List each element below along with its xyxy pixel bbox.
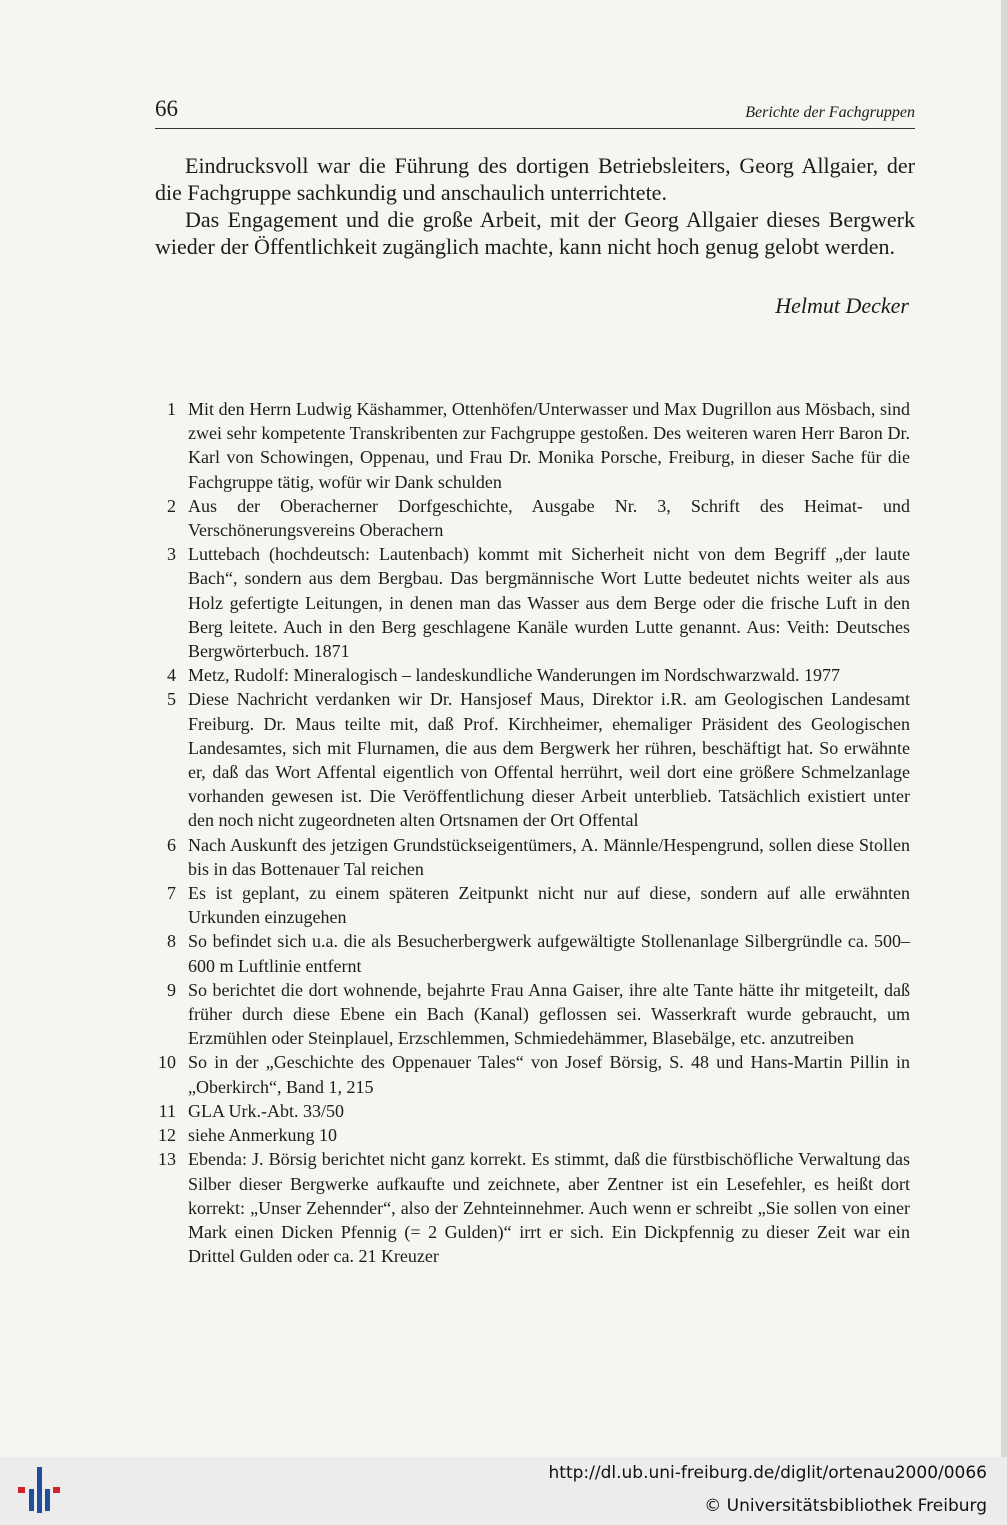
footnote-text: GLA Urk.-Abt. 33/50 <box>188 1100 344 1121</box>
footnote <box>145 542 910 663</box>
footnote-number: 2 <box>167 495 176 516</box>
footnote <box>145 397 910 494</box>
footnote-text: So befindet sich u.a. die als Besucherbergwerk aufgewältigte Stollenanlage Silbergründle ca. 500–600 m Luftlinie entfernt <box>188 931 910 976</box>
footnote-number: 1 <box>167 399 176 419</box>
copyright-notice: © Universitätsbibliothek Freiburg <box>704 1496 987 1516</box>
body-paragraph: Das Engagement und die große Arbeit, mit der Georg Allgaier dieses Bergwerk wieder der Öffentlichkeit zugänglich machte, kann nicht hoch genug gelobt werden. <box>155 207 915 259</box>
footnote-text: Es ist geplant, zu einem späteren Zeitpunkt nicht nur auf diese, sondern auf alle erwähnten Urkunden einzugehen <box>188 883 910 928</box>
footnote-number: 8 <box>167 931 176 952</box>
footnote-text: Metz, Rudolf: Mineralogisch – landeskundliche Wanderungen im Nordschwarzwald. 1977 <box>188 665 841 686</box>
footnote-number: 12 <box>158 1125 176 1146</box>
footnote-number: 7 <box>167 883 176 904</box>
footnote-number: 5 <box>167 689 176 710</box>
footnote-number: 11 <box>158 1100 176 1121</box>
footnote <box>145 1147 910 1268</box>
page-number: 66 <box>155 96 178 121</box>
body-text <box>155 152 915 260</box>
footnote <box>145 929 910 977</box>
footnote-text: Mit den Herrn Ludwig Käshammer, Ottenhöfen/Unterwasser und Max Dugrillon aus Mösbach, sind zwei sehr kompetente Transkribenten zur Fachgruppe gestoßen. Des weiteren waren Herr Baron Dr. Karl von Schowingen, Oppenau, und Frau Dr. Monika Porsche, Freiburg, in dieser Sache für die Fachgruppe tätig, wofür wir Dank schulden <box>188 399 910 492</box>
footnote-text: siehe Anmerkung 10 <box>188 1125 337 1146</box>
permalink-url[interactable]: http://dl.ub.uni-freiburg.de/diglit/ortenau2000/0066 <box>548 1463 987 1483</box>
footnote-text: So berichtet die dort wohnende, bejahrte Frau Anna Gaiser, ihre alte Tante hätte ihr mitgeteilt, daß früher durch diese Ebene ein Bach (Kanal) geflossen sei. Wasserkraft wurde gebraucht, um Erzmühlen oder Steinplauel, Erzschlemmen, Schmiedehämmer, Blasebälge, etc. anzutreiben <box>188 979 910 1049</box>
running-head: Berichte der Fachgruppen <box>745 104 915 121</box>
footnote-text: Ebenda: J. Börsig berichtet nicht ganz korrekt. Es stimmt, daß die fürstbischöfliche Verwaltung das Silber dieser Bergwerke aufkaufte und zeichnete, aber Zentner ist ein Lesefehler, es heißt dort korrekt: „Unser Zehennder“, also der Zehnteinnehmer. Auch wenn er schreibt „Sie sollen von einer Mark einen Dicken Pfennig (= 2 Gulden)“ irrt er sich. Ein Dickpfennig zu dieser Zeit war ein Drittel Gulden oder ca. 21 Kreuzer <box>188 1149 910 1267</box>
footnote-text: Nach Auskunft des jetzigen Grundstückseigentümers, A. Männle/Hespengrund, sollen diese Stollen bis in das Bottenauer Tal reichen <box>188 834 910 879</box>
footnote-number: 6 <box>167 834 176 855</box>
footnote-text: Luttebach (hochdeutsch: Lautenbach) kommt mit Sicherheit nicht von dem Begriff „der laute Bach“, sondern aus dem Bergbau. Das bergmännische Wort Lutte bedeutet nichts weiter als aus Holz gefertigte Leitungen, in denen man das Wasser aus dem Berge oder die frische Luft in den Berg leitete. Auch in den Berg geschlagene Kanäle wurden Lutte genannt. Aus: Veith: Deutsches Bergwörterbuch. 1871 <box>188 544 910 662</box>
ub-freiburg-logo-icon <box>14 1467 64 1513</box>
footnote <box>145 1099 910 1123</box>
footnote-number: 3 <box>167 544 176 565</box>
footnote-number: 4 <box>167 665 176 686</box>
footnote <box>145 687 910 832</box>
footnote-text: Diese Nachricht verdanken wir Dr. Hansjosef Maus, Direktor i.R. am Geologischen Landesamt Freiburg. Dr. Maus teilte mit, daß Prof. Kirchheimer, ehemaliger Präsident des Geologischen Landesamtes, sich mit Flurnamen, die aus dem Bergwerk her rühren, beschäftigt hat. So erwähnte er, daß das Wort Affental eigentlich von Offental herrührt, weil dort eine größere Schmelzanlage vorhanden gewesen ist. Die Veröffentlichung dieser Arbeit unterblieb. Tatsächlich existiert unter den noch nicht zugeordneten alten Ortsnamen der Ort Offental <box>188 689 910 831</box>
footnote <box>145 663 910 687</box>
body-paragraph: Eindrucksvoll war die Führung des dortigen Betriebsleiters, Georg Allgaier, der die Fachgruppe sachkundig und anschaulich unterrichtete. <box>155 153 915 205</box>
author-signature: Helmut Decker <box>775 293 909 318</box>
footnote <box>145 881 910 929</box>
page-header <box>155 96 915 129</box>
footnote <box>145 833 910 881</box>
footnote-number: 9 <box>167 979 176 1000</box>
footnote <box>145 978 910 1051</box>
footnote-text: So in der „Geschichte des Oppenauer Tales“ von Josef Börsig, S. 48 und Hans-Martin Pillin in „Oberkirch“, Band 1, 215 <box>188 1052 910 1097</box>
footnote-number: 13 <box>158 1149 176 1170</box>
footnote <box>145 494 910 542</box>
footnote <box>145 1050 910 1098</box>
footnote-number: 10 <box>158 1052 176 1073</box>
footnote <box>145 1123 910 1147</box>
footnote-text: Aus der Oberacherner Dorfgeschichte, Ausgabe Nr. 3, Schrift des Heimat- und Verschönerungsvereins Oberachern <box>188 495 910 541</box>
footnotes <box>145 397 910 1268</box>
